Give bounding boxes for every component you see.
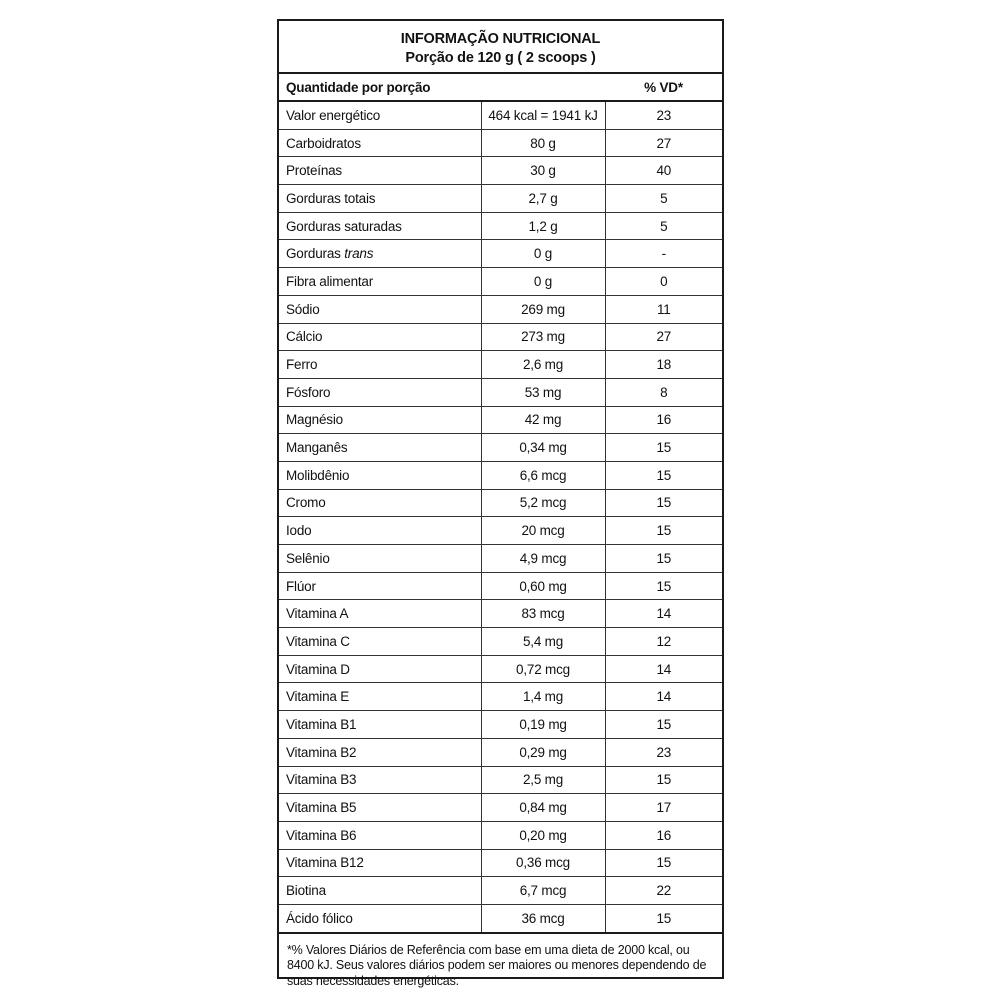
nutrient-row — [279, 240, 722, 268]
nutrient-amount: 30 g — [481, 157, 605, 185]
nutrient-vd: 23 — [605, 738, 722, 766]
nutrient-name: Cálcio — [279, 323, 481, 351]
nutrient-vd: 18 — [605, 351, 722, 379]
nutrient-row — [279, 489, 722, 517]
nutrient-amount: 0,20 mg — [481, 821, 605, 849]
nutrient-name: Vitamina B1 — [279, 711, 481, 739]
nutrient-row — [279, 268, 722, 296]
nutrient-row — [279, 877, 722, 905]
nutrient-amount: 0,36 mcg — [481, 849, 605, 877]
nutrient-row — [279, 628, 722, 656]
nutrient-name: Flúor — [279, 572, 481, 600]
nutrient-name: Manganês — [279, 434, 481, 462]
quantity-header: Quantidade por porção — [279, 74, 605, 101]
nutrient-amount: 2,6 mg — [481, 351, 605, 379]
nutrient-name: Gorduras totais — [279, 185, 481, 213]
nutrient-row — [279, 517, 722, 545]
nutrient-amount: 6,7 mcg — [481, 877, 605, 905]
nutrient-row — [279, 738, 722, 766]
nutrient-row — [279, 766, 722, 794]
nutrient-vd: - — [605, 240, 722, 268]
vd-header: % VD* — [605, 74, 722, 101]
nutrient-amount: 2,5 mg — [481, 766, 605, 794]
nutrient-amount: 53 mg — [481, 378, 605, 406]
nutrient-row — [279, 157, 722, 185]
nutrient-row — [279, 655, 722, 683]
nutrient-row — [279, 101, 722, 129]
nutrient-name: Gorduras trans — [279, 240, 481, 268]
nutrient-vd: 23 — [605, 101, 722, 129]
nutrient-row — [279, 406, 722, 434]
nutrient-vd: 17 — [605, 794, 722, 822]
nutrient-amount: 0,29 mg — [481, 738, 605, 766]
nutrient-vd: 15 — [605, 766, 722, 794]
nutrient-vd: 12 — [605, 628, 722, 656]
nutrient-amount: 20 mcg — [481, 517, 605, 545]
nutrient-row — [279, 904, 722, 932]
nutrient-vd: 5 — [605, 185, 722, 213]
nutrient-name: Vitamina B3 — [279, 766, 481, 794]
nutrient-vd: 15 — [605, 545, 722, 573]
nutrient-name: Ferro — [279, 351, 481, 379]
nutrient-amount: 1,2 g — [481, 212, 605, 240]
nutrient-vd: 16 — [605, 821, 722, 849]
nutrient-name: Cromo — [279, 489, 481, 517]
nutrient-name: Carboidratos — [279, 129, 481, 157]
nutrient-vd: 22 — [605, 877, 722, 905]
nutrient-vd: 11 — [605, 295, 722, 323]
nutrient-name: Fósforo — [279, 378, 481, 406]
nutrient-amount: 5,2 mcg — [481, 489, 605, 517]
nutrient-amount: 6,6 mcg — [481, 461, 605, 489]
nutrient-row — [279, 378, 722, 406]
nutrient-row — [279, 794, 722, 822]
nutrient-row — [279, 711, 722, 739]
nutrient-name: Vitamina B12 — [279, 849, 481, 877]
nutrient-vd: 15 — [605, 904, 722, 932]
nutrient-amount: 464 kcal = 1941 kJ — [481, 101, 605, 129]
nutrient-row — [279, 351, 722, 379]
nutrient-vd: 0 — [605, 268, 722, 296]
nutrient-row — [279, 545, 722, 573]
nutrient-row — [279, 212, 722, 240]
nutrient-name: Vitamina A — [279, 600, 481, 628]
nutrient-row — [279, 185, 722, 213]
nutrient-amount: 0,60 mg — [481, 572, 605, 600]
nutrient-row — [279, 434, 722, 462]
nutrient-vd: 14 — [605, 655, 722, 683]
nutrient-amount: 2,7 g — [481, 185, 605, 213]
nutrient-vd: 40 — [605, 157, 722, 185]
nutrient-name: Valor energético — [279, 101, 481, 129]
nutrient-row — [279, 323, 722, 351]
nutrient-row — [279, 849, 722, 877]
nutrient-name: Proteínas — [279, 157, 481, 185]
nutrient-row — [279, 821, 722, 849]
nutrient-row — [279, 600, 722, 628]
table-title — [279, 21, 722, 74]
nutrient-vd: 15 — [605, 434, 722, 462]
nutrient-name: Molibdênio — [279, 461, 481, 489]
nutrient-vd: 15 — [605, 711, 722, 739]
nutrient-amount: 0 g — [481, 268, 605, 296]
nutrient-name: Sódio — [279, 295, 481, 323]
nutrient-row — [279, 461, 722, 489]
nutrient-name: Gorduras saturadas — [279, 212, 481, 240]
nutrient-amount: 83 mcg — [481, 600, 605, 628]
nutrient-amount: 42 mg — [481, 406, 605, 434]
title-heading: INFORMAÇÃO NUTRICIONAL — [400, 31, 601, 47]
nutrient-amount: 5,4 mg — [481, 628, 605, 656]
nutrient-vd: 15 — [605, 517, 722, 545]
nutrient-row — [279, 129, 722, 157]
nutrient-vd: 15 — [605, 849, 722, 877]
nutrient-vd: 5 — [605, 212, 722, 240]
nutrient-name: Vitamina E — [279, 683, 481, 711]
nutrient-amount: 273 mg — [481, 323, 605, 351]
nutrient-name: Selênio — [279, 545, 481, 573]
nutrient-amount: 80 g — [481, 129, 605, 157]
footnote: *% Valores Diários de Referência com base em uma dieta de 2000 kcal, ou 8400 kJ. Seus valores diários podem ser maiores ou menores dependendo de suas necessidades energéticas. — [287, 942, 707, 988]
nutrient-amount: 269 mg — [481, 295, 605, 323]
nutrient-amount: 1,4 mg — [481, 683, 605, 711]
nutrient-vd: 15 — [605, 572, 722, 600]
nutrient-amount: 0,84 mg — [481, 794, 605, 822]
nutrition-facts-panel — [277, 19, 724, 988]
nutrient-name: Vitamina B5 — [279, 794, 481, 822]
nutrient-amount: 0,72 mcg — [481, 655, 605, 683]
nutrient-row — [279, 572, 722, 600]
nutrient-row — [279, 295, 722, 323]
nutrient-name: Vitamina B6 — [279, 821, 481, 849]
nutrient-amount: 0,19 mg — [481, 711, 605, 739]
nutrient-amount: 36 mcg — [481, 904, 605, 932]
nutrient-vd: 27 — [605, 129, 722, 157]
nutrient-vd: 27 — [605, 323, 722, 351]
nutrient-vd: 14 — [605, 683, 722, 711]
nutrient-amount: 0,34 mg — [481, 434, 605, 462]
nutrient-vd: 15 — [605, 461, 722, 489]
nutrient-name: Magnésio — [279, 406, 481, 434]
nutrient-name: Fibra alimentar — [279, 268, 481, 296]
nutrient-amount: 4,9 mcg — [481, 545, 605, 573]
nutrient-vd: 15 — [605, 489, 722, 517]
nutrient-vd: 8 — [605, 378, 722, 406]
nutrient-name: Vitamina C — [279, 628, 481, 656]
table-header-row — [279, 74, 722, 101]
nutrient-name: Iodo — [279, 517, 481, 545]
nutrient-vd: 14 — [605, 600, 722, 628]
nutrient-amount: 0 g — [481, 240, 605, 268]
nutrient-name: Vitamina B2 — [279, 738, 481, 766]
nutrition-table — [279, 74, 722, 934]
nutrient-vd: 16 — [605, 406, 722, 434]
nutrient-name: Ácido fólico — [279, 904, 481, 932]
nutrient-row — [279, 683, 722, 711]
nutrient-name: Biotina — [279, 877, 481, 905]
nutrient-name: Vitamina D — [279, 655, 481, 683]
serving-size: Porção de 120 g ( 2 scoops ) — [405, 50, 596, 66]
